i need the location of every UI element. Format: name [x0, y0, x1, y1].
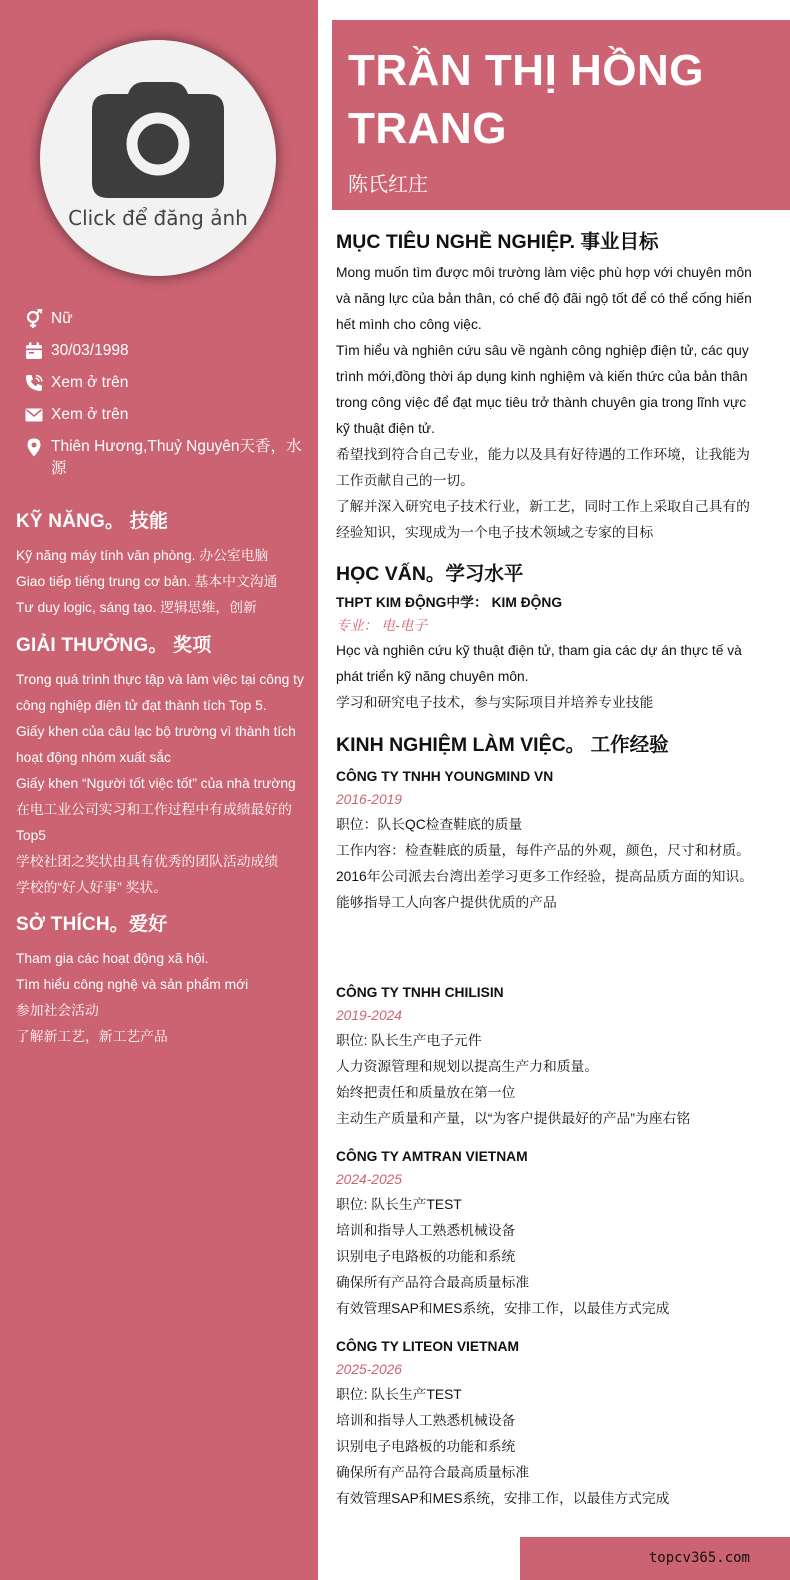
education-title: HỌC VẤN。学习水平: [336, 563, 524, 585]
job-line: 识别电子电路板的功能和系统: [336, 1439, 516, 1454]
contact-text: 30/03/1998: [51, 342, 129, 359]
job-entry: [336, 982, 756, 1132]
award-item: 学校的“好人好事” 奖状。: [16, 880, 167, 895]
award-item: Giấy khen của câu lạc bộ trường vì thành tích hoạt động nhóm xuất sắc: [16, 724, 296, 765]
job-line: 职位: 队长生产TEST: [336, 1387, 462, 1402]
award-item: 学校社团之奖状由具有优秀的团队活动成绩: [16, 854, 279, 869]
experience-section: [336, 729, 756, 763]
skills-title: KỸ NĂNG。 技能: [16, 511, 169, 532]
contact-birthday: [24, 340, 304, 362]
company-name: CÔNG TY TNHH CHILISIN: [336, 985, 504, 1000]
objective-paragraph: Mong muốn tìm được môi trường làm việc phù hợp với chuyên môn và năng lực của bản thân, có chế độ đãi ngộ tốt để có thể cống hiến hết mình cho công việc.: [336, 265, 752, 332]
contact-text: Thiên Hương,Thuỷ Nguyên天香，水源: [51, 438, 302, 477]
hobbies-section: [16, 909, 306, 1050]
experience-title: KINH NGHIỆM LÀM VIỆC。 工作经验: [336, 734, 669, 756]
contact-email: [24, 404, 304, 426]
education-paragraph: 学习和研究电子技术，参与实际项目并培养专业技能: [336, 695, 654, 710]
education-section: [336, 558, 756, 716]
hobby-item: Tham gia các hoạt động xã hội.: [16, 951, 209, 966]
location-icon: [24, 436, 44, 458]
objective-title: MỤC TIÊU NGHỀ NGHIỆP. 事业目标: [336, 231, 659, 253]
job-line: 培训和指导人工熟悉机械设备: [336, 1413, 516, 1428]
calendar-icon: [24, 340, 44, 362]
job-line: 职位: 队长生产电子元件: [336, 1033, 482, 1048]
job-line: 能够指导工人向客户提供优质的产品: [336, 895, 557, 910]
job-period: 2025-2026: [336, 1362, 402, 1377]
company-name: CÔNG TY LITEON VIETNAM: [336, 1339, 519, 1354]
camera-icon: [88, 76, 228, 200]
job-line: 工作内容：检查鞋底的质量，每件产品的外观，颜色，尺寸和材质。: [336, 843, 750, 858]
gender-icon: [24, 308, 44, 330]
hobby-item: Tìm hiểu công nghệ và sản phẩm mới: [16, 977, 249, 992]
contact-list: [24, 308, 304, 490]
objective-paragraph: 希望找到符合自己专业，能力以及具有好待遇的工作环境，让我能为工作贡献自己的一切。: [336, 447, 750, 488]
chinese-name: 陈氏红庄: [348, 174, 428, 196]
name-header: [332, 20, 790, 210]
job-line: 主动生产质量和产量，以“为客户提供最好的产品”为座右铭: [336, 1111, 691, 1126]
phone-icon: [24, 372, 44, 394]
awards-section: [16, 630, 306, 901]
job-period: 2019-2024: [336, 1008, 402, 1023]
footer-watermark: topcv365.com: [648, 1550, 750, 1566]
hobby-item: 参加社会活动: [16, 1003, 99, 1018]
job-line: 识别电子电路板的功能和系统: [336, 1249, 516, 1264]
awards-title: GIẢI THƯỞNG。 奖项: [16, 635, 212, 656]
job-line: 2016年公司派去台湾出差学习更多工作经验，提高品质方面的知识。: [336, 869, 754, 884]
job-period: 2024-2025: [336, 1172, 402, 1187]
education-paragraph: Học và nghiên cứu kỹ thuật điện tử, tham gia các dự án thực tế và phát triển kỹ năng chuyên môn.: [336, 643, 742, 684]
job-line: 确保所有产品符合最高质量标准: [336, 1275, 530, 1290]
job-entry: [336, 1336, 756, 1512]
contact-text: Xem ở trên: [51, 406, 129, 423]
contact-gender: [24, 308, 304, 330]
skill-item: Kỹ năng máy tính văn phòng. 办公室电脑: [16, 548, 269, 563]
job-line: 人力资源管理和规划以提高生产力和质量。: [336, 1059, 599, 1074]
skill-item: Giao tiếp tiếng trung cơ bản. 基本中文沟通: [16, 574, 278, 589]
award-item: 在电工业公司实习和工作过程中有成绩最好的Top5: [16, 802, 292, 843]
skill-item: Tư duy logic, sáng tạo. 逻辑思维，创新: [16, 600, 257, 615]
major: 专业： 电-电子: [336, 618, 428, 633]
company-name: CÔNG TY AMTRAN VIETNAM: [336, 1149, 528, 1164]
email-icon: [24, 404, 44, 426]
hobbies-title: SỞ THÍCH。爱好: [16, 914, 168, 935]
company-name: CÔNG TY TNHH YOUNGMIND VN: [336, 769, 554, 784]
contact-text: Nữ: [51, 310, 73, 327]
job-line: 始终把责任和质量放在第一位: [336, 1085, 516, 1100]
job-entry: [336, 1146, 756, 1322]
skills-section: [16, 506, 306, 621]
award-item: Trong quá trình thực tập và làm việc tại công ty công nghiệp điện tử đạt thành tích Top 5.: [16, 672, 304, 713]
objective-paragraph: Tìm hiểu và nghiên cứu sâu về ngành công nghiệp điện tử, các quy trình mới,đồng thời áp dụng kinh nghiệm và kiến thức của bản thân trong công việc để đạt mục tiêu trở thành chuyên gia trong lĩnh vực kỹ thuật điện tử.: [336, 343, 749, 436]
job-line: 有效管理SAP和MES系统，安排工作，以最佳方式完成: [336, 1301, 670, 1316]
objective-paragraph: 了解并深入研究电子技术行业，新工艺，同时工作上采取自己具有的经验知识，实现成为一个电子技术领域之专家的目标: [336, 499, 750, 540]
job-line: 职位: 队长生产TEST: [336, 1197, 462, 1212]
award-item: Giấy khen “Người tốt việc tốt” của nhà trường: [16, 776, 296, 791]
job-line: 有效管理SAP和MES系统，安排工作，以最佳方式完成: [336, 1491, 670, 1506]
job-entry: [336, 766, 756, 916]
job-line: 培训和指导人工熟悉机械设备: [336, 1223, 516, 1238]
sidebar: [0, 0, 318, 1580]
avatar-upload[interactable]: [40, 40, 276, 276]
full-name-line1: TRẦN THỊ HỒNG: [348, 46, 705, 95]
contact-text: Xem ở trên: [51, 374, 129, 391]
job-line: 确保所有产品符合最高质量标准: [336, 1465, 530, 1480]
job-line: 职位：队长QC检查鞋底的质量: [336, 817, 523, 832]
school-name: THPT KIM ĐỘNG中学： KIM ĐỘNG: [336, 595, 563, 610]
avatar-caption: Click để đăng ảnh: [68, 206, 248, 230]
footer-bar: [520, 1537, 790, 1580]
hobby-item: 了解新工艺，新工艺产品: [16, 1029, 168, 1044]
full-name-line2: TRANG: [348, 104, 507, 153]
contact-phone: [24, 372, 304, 394]
contact-address: [24, 436, 304, 480]
objective-section: [336, 226, 756, 546]
job-period: 2016-2019: [336, 792, 402, 807]
